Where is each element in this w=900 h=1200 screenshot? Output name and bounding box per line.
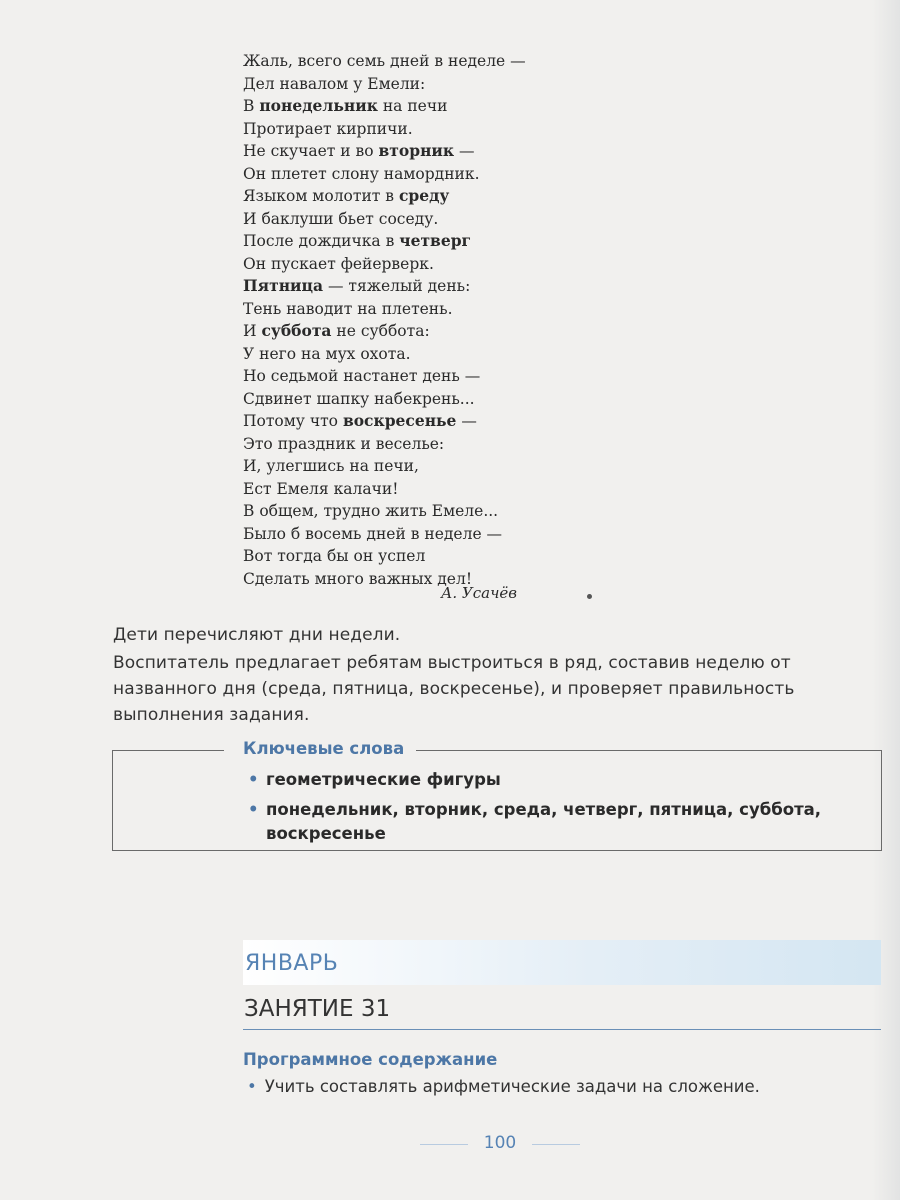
poem-line — [243, 410, 583, 433]
poem-line — [243, 365, 583, 388]
poem-text: В — [243, 97, 260, 115]
poem-text: Языком молотит в — [243, 187, 399, 205]
keyword-text: понедельник, вторник, среда, четверг, пятница, суббота, воскресенье — [266, 800, 822, 843]
footer-rule-right — [532, 1144, 580, 1145]
poem-text: В общем, трудно жить Емеле... — [243, 502, 499, 520]
keyword-text: геометрические фигуры — [266, 770, 501, 789]
poem-text: Тень наводит на плетень. — [243, 299, 453, 318]
poem-weekday: вторник — [378, 141, 455, 160]
poem-weekday: четверг — [399, 231, 472, 250]
poem-text: И — [243, 322, 262, 340]
poem-line — [243, 275, 583, 298]
poem-text: Сделать много важных дел! — [243, 569, 473, 588]
poem-line — [243, 208, 583, 231]
poem-line — [243, 500, 583, 523]
bullet-icon: • — [247, 1077, 257, 1096]
bullet-icon: • — [248, 770, 259, 789]
print-speck — [587, 594, 592, 599]
poem — [243, 50, 583, 590]
keywords-list — [248, 768, 868, 852]
poem-text: Сдвинет шапку набекрень... — [243, 389, 475, 408]
poem-line — [243, 523, 583, 546]
poem-text: Дел навалом у Емели: — [243, 74, 426, 93]
poem-text: Жаль, всего семь дней в неделе — — [243, 52, 526, 70]
poem-line — [243, 343, 583, 366]
poem-weekday: понедельник — [259, 96, 378, 115]
bullet-icon: • — [248, 800, 259, 819]
poem-line — [243, 568, 583, 591]
program-content-title: Программное содержание — [243, 1050, 498, 1069]
poem-line — [243, 320, 583, 343]
poem-line — [243, 118, 583, 141]
keyword-item — [248, 768, 868, 792]
poem-text: Не скучает и во — [243, 142, 379, 160]
month-title: ЯНВАРЬ — [245, 951, 339, 976]
program-content-text: Учить составлять арифметические задачи на сложение. — [264, 1077, 760, 1096]
poem-text: на печи — [377, 97, 448, 115]
poem-text: Он пускает фейерверк. — [243, 254, 434, 273]
poem-text: Вот тогда бы он успел — [243, 547, 426, 565]
poem-line — [243, 185, 583, 208]
poem-line — [243, 253, 583, 276]
page-number: 100 — [483, 1133, 517, 1153]
keywords-title: Ключевые слова — [243, 739, 405, 758]
poem-text: И баклуши бьет соседу. — [243, 209, 439, 228]
footer-rule-left — [420, 1144, 468, 1145]
poem-text: Это праздник и веселье: — [243, 434, 445, 453]
poem-line — [243, 140, 583, 163]
poem-text: После дождичка в — [243, 232, 400, 250]
poem-weekday: Пятница — [243, 276, 324, 295]
poem-text: У него на мух охота. — [243, 344, 411, 363]
keyword-item — [248, 798, 868, 846]
poem-text: — тяжелый день: — [323, 277, 471, 295]
keywords-box-top-left-border — [112, 750, 224, 751]
poem-line — [243, 478, 583, 501]
poem-line — [243, 388, 583, 411]
poem-weekday: воскресенье — [342, 411, 457, 430]
month-banner — [243, 940, 881, 985]
lesson-title: ЗАНЯТИЕ 31 — [244, 996, 391, 1022]
poem-text: Он плетет слону намордник. — [243, 164, 480, 183]
poem-text: Потому что — [243, 412, 343, 430]
poem-line — [243, 433, 583, 456]
lesson-divider — [243, 1029, 881, 1030]
keywords-box-top-right-border — [416, 750, 881, 751]
poem-line — [243, 163, 583, 186]
poem-line — [243, 50, 583, 73]
poem-text: Но седьмой настанет день — — [243, 367, 481, 385]
program-content-item — [247, 1077, 760, 1096]
poem-author: А. Усачёв — [441, 584, 518, 602]
poem-weekday: суббота — [261, 321, 332, 340]
poem-weekday: среду — [398, 186, 450, 205]
poem-text: Протирает кирпичи. — [243, 119, 413, 138]
poem-text: — — [454, 142, 475, 160]
poem-line — [243, 545, 583, 568]
poem-line — [243, 73, 583, 96]
paragraph-children-list-days: Дети перечисляют дни недели. — [113, 625, 401, 645]
paragraph-teacher-task: Воспитатель предлагает ребятам выстроиться в ряд, составив неделю от названного дня (среда, пятница, воскресенье), и проверяет правильность выполнения задания. — [113, 653, 795, 725]
poem-line — [243, 95, 583, 118]
page-edge-shadow — [872, 0, 900, 1200]
poem-text: И, улегшись на печи, — [243, 457, 419, 475]
poem-text: не суббота: — [331, 322, 430, 340]
poem-text: Было б восемь дней в неделе — — [243, 524, 503, 543]
poem-text: — — [456, 412, 477, 430]
poem-line — [243, 230, 583, 253]
poem-text: Ест Емеля калачи! — [243, 479, 399, 498]
poem-line — [243, 298, 583, 321]
poem-line — [243, 455, 583, 478]
